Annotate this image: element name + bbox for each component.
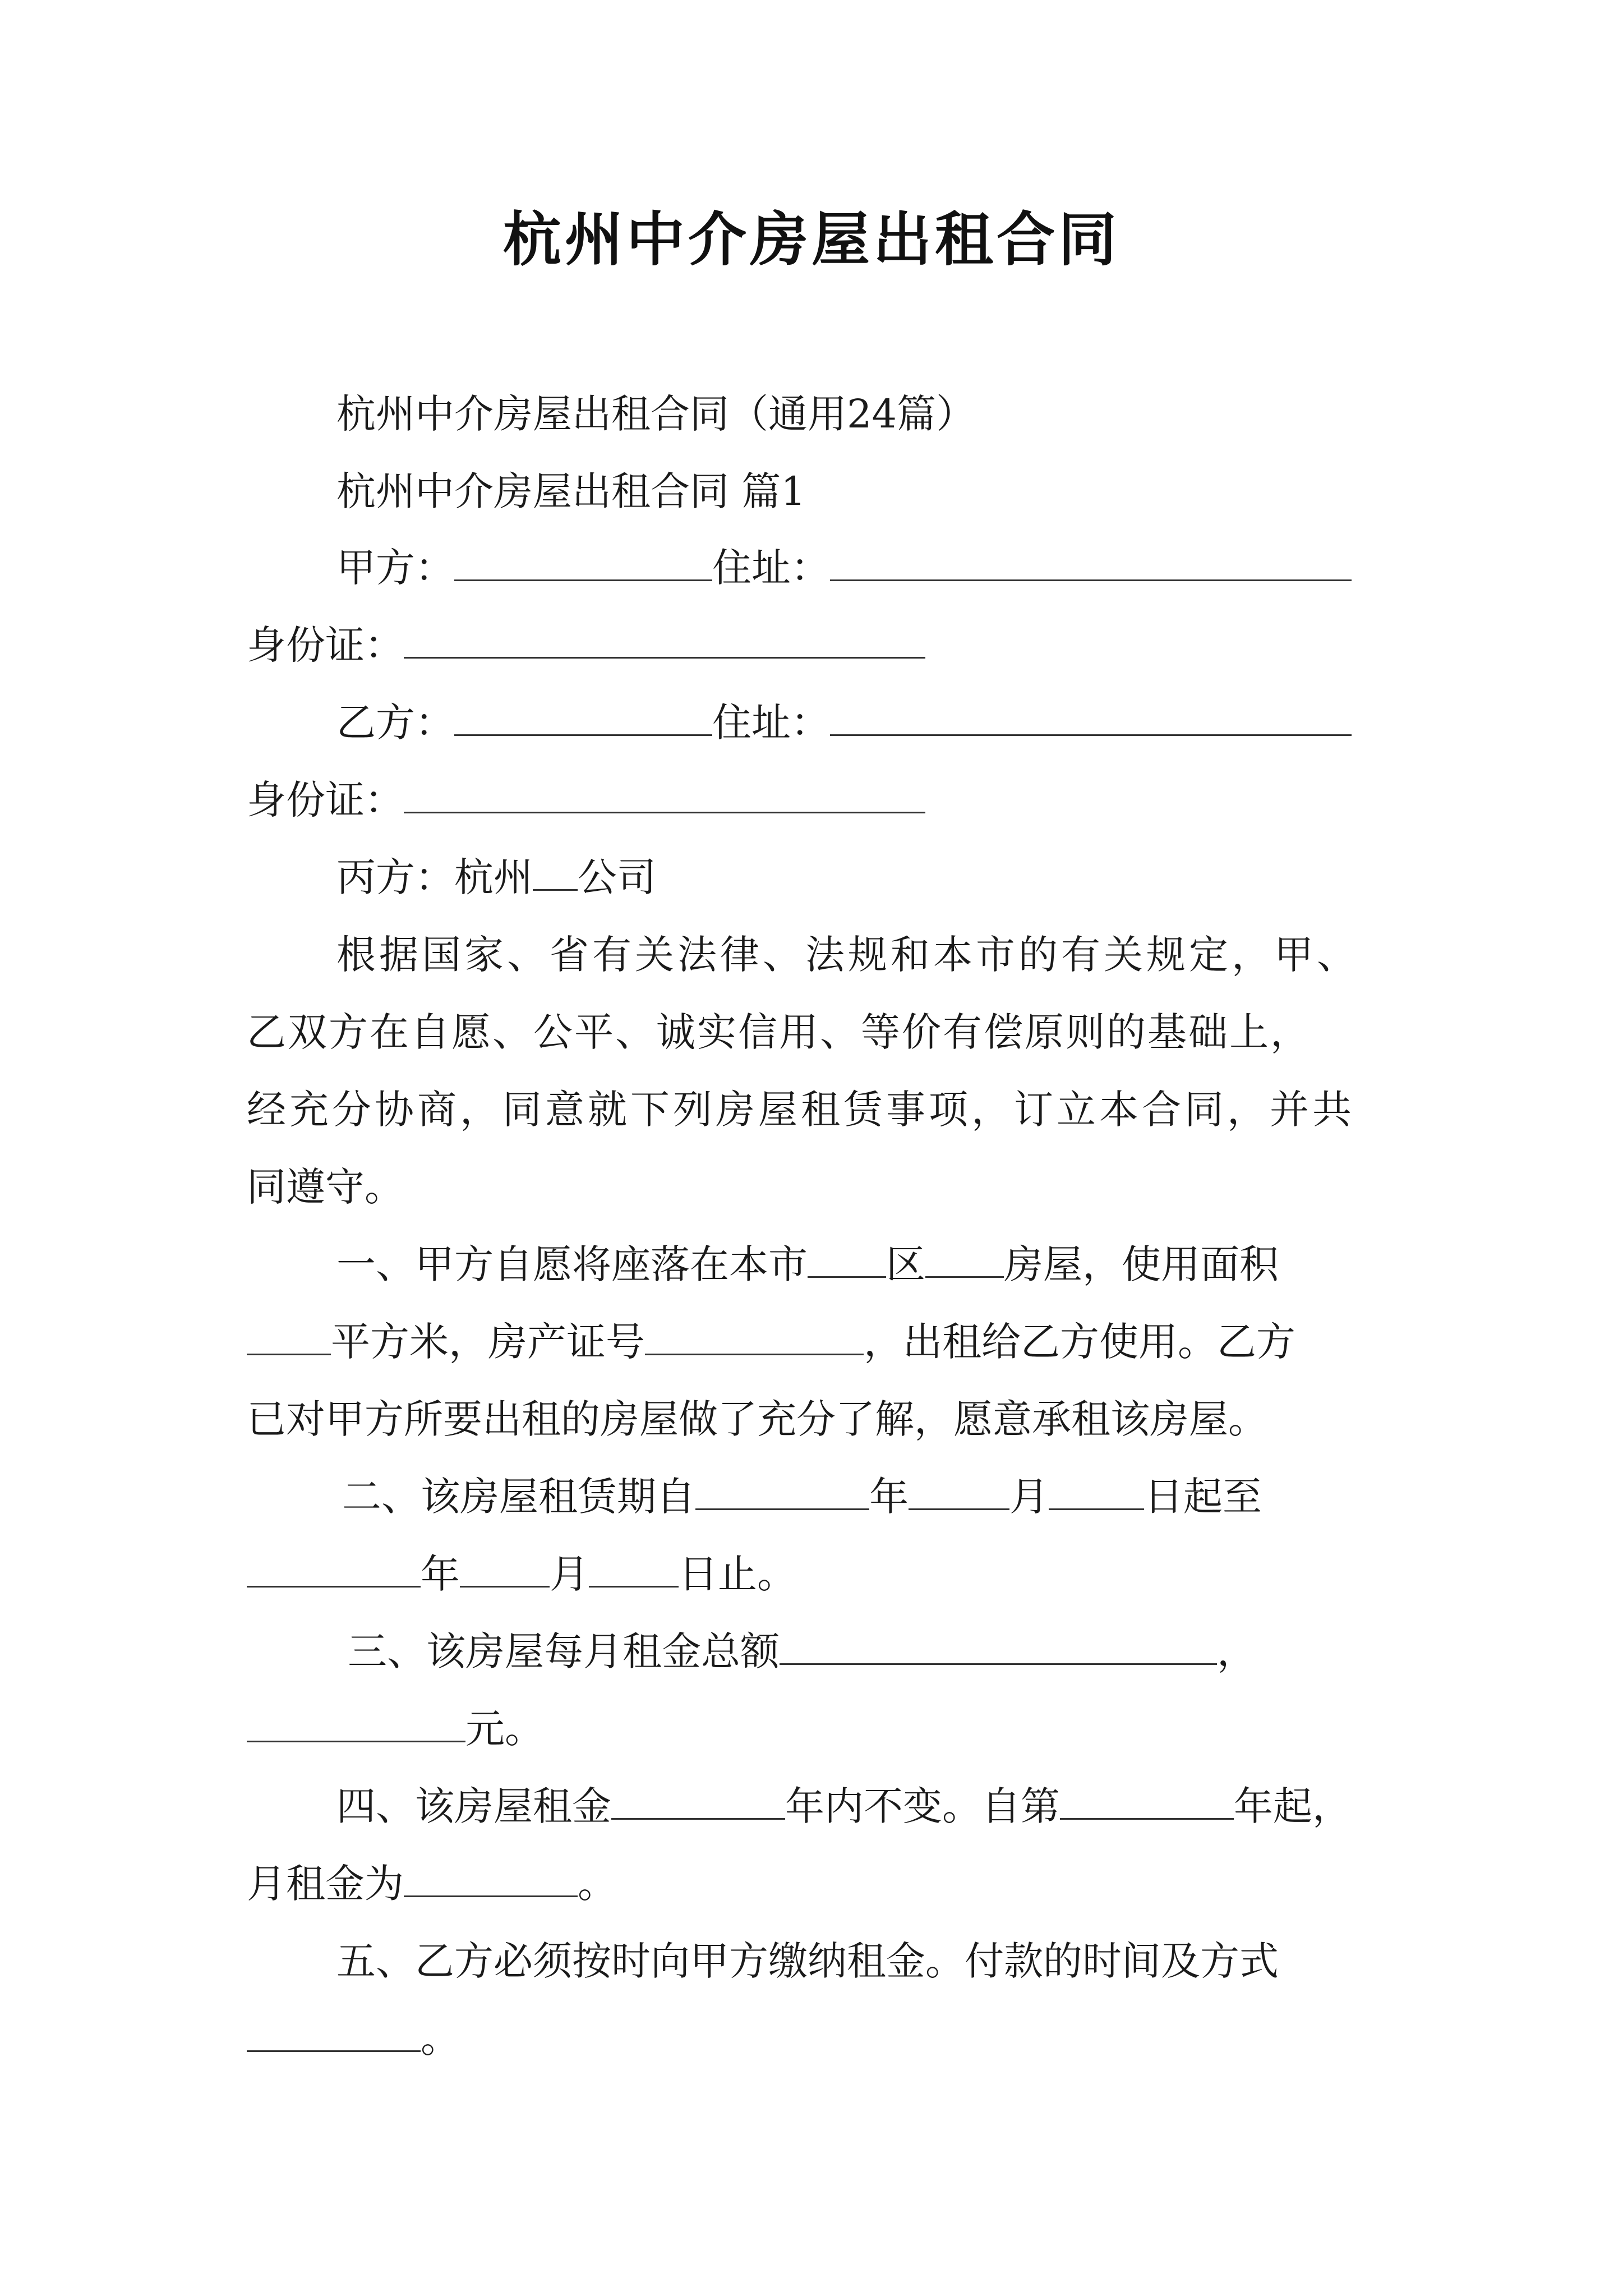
party-c-suffix: 公司 <box>578 854 656 900</box>
clause-4-line-2 <box>247 1856 617 1912</box>
party-b-address-label: 住址： <box>712 700 830 746</box>
party-a-label: 甲方： <box>336 545 454 591</box>
clause-5-line-2 <box>247 2010 460 2067</box>
clause-1-cert-blank <box>645 1319 864 1355</box>
document-title: 杭州中介房屋出租合同 <box>502 205 1120 274</box>
party-b-address-blank <box>830 700 1352 736</box>
party-b-id-blank <box>404 777 925 813</box>
party-b-label: 乙方： <box>336 700 454 746</box>
preamble-line-2: 乙双方在自愿、公平、诚实信用、等价有偿原则的基础上， <box>247 1009 1311 1055</box>
clause-2-start-year-blank <box>695 1474 869 1510</box>
party-b-id-line <box>247 772 925 828</box>
clause-2-month: 月 <box>1009 1474 1049 1520</box>
clause-1-district-blank <box>808 1241 886 1278</box>
party-c-blank <box>533 854 578 891</box>
clause-1-line-1 <box>336 1236 1279 1292</box>
clause-2-year-end: 年 <box>421 1551 460 1597</box>
clause-3-line-2 <box>247 1701 544 1757</box>
clause-3-unit: 元。 <box>465 1706 544 1752</box>
party-b-id-label: 身份证： <box>247 777 404 823</box>
clause-1-line-2 <box>247 1314 1295 1370</box>
clause-2-start-day-blank <box>1049 1474 1144 1510</box>
clause-2-line-2 <box>247 1546 796 1602</box>
clause-4-rent-blank <box>404 1861 578 1897</box>
clause-1-house-blank <box>925 1241 1004 1278</box>
clause-1-text-a: 一、甲方自愿将座落在本市 <box>336 1241 808 1287</box>
party-b-name-blank <box>454 700 712 736</box>
party-c-label: 丙方：杭州 <box>336 854 533 900</box>
clause-1-text-e: ，出租给乙方使用。乙方 <box>864 1319 1295 1365</box>
clause-2-end-day-blank <box>589 1551 679 1588</box>
clause-2-day-from: 日起至 <box>1144 1474 1262 1520</box>
party-a-id-label: 身份证： <box>247 622 404 668</box>
party-a-id-line <box>247 617 925 673</box>
party-a-name-blank <box>454 545 712 581</box>
document-subtitle: 杭州中介房屋出租合同（通用24篇） <box>336 391 976 437</box>
clause-2-start-month-blank <box>909 1474 1009 1510</box>
clause-1-text-d: 平方米，房产证号 <box>331 1319 645 1365</box>
clause-3-amount-blank <box>780 1628 1217 1665</box>
clause-2-month-end: 月 <box>550 1551 589 1597</box>
party-c-line <box>336 849 656 905</box>
clause-4-text-d: 月租金为 <box>247 1861 404 1907</box>
clause-2-day-to: 日止。 <box>679 1551 796 1597</box>
clause-2-text-a: 二、该房屋租赁期自 <box>342 1474 695 1520</box>
clause-2-year: 年 <box>869 1474 909 1520</box>
clause-4-years-blank <box>611 1783 785 1820</box>
party-a-address-blank <box>830 545 1352 581</box>
clause-3-amount-upper-blank <box>247 1706 465 1742</box>
clause-5-end: 。 <box>421 2016 460 2062</box>
clause-1-text-c: 房屋，使用面积 <box>1004 1241 1279 1287</box>
party-a-id-blank <box>404 622 925 659</box>
clause-2-end-year-blank <box>247 1551 421 1588</box>
preamble-line-1: 根据国家、省有关法律、法规和本市的有关规定，甲、 <box>336 932 1359 978</box>
clause-3-text-a: 三、该房屋每月租金总额 <box>348 1628 780 1674</box>
clause-4-from-year-blank <box>1060 1783 1234 1820</box>
clause-4-text-a: 四、该房屋租金 <box>336 1783 611 1829</box>
clause-1-line-3: 已对甲方所要出租的房屋做了充分了解，愿意承租该房屋。 <box>247 1396 1267 1442</box>
clause-4-end: 。 <box>578 1861 617 1907</box>
clause-5-line-1: 五、乙方必须按时向甲方缴纳租金。付款的时间及方式 <box>336 1938 1279 1984</box>
clause-1-text-b: 区 <box>886 1241 925 1287</box>
preamble-line-3: 经充分协商，同意就下列房屋租赁事项，订立本合同，并共 <box>247 1087 1355 1133</box>
party-a-line <box>336 540 1352 596</box>
clause-3-comma: ， <box>1217 1628 1256 1674</box>
section-heading: 杭州中介房屋出租合同 篇1 <box>336 468 806 514</box>
party-b-line <box>336 694 1352 751</box>
party-a-address-label: 住址： <box>712 545 830 591</box>
clause-5-payment-blank <box>247 2016 421 2052</box>
clause-4-line-1 <box>336 1778 1352 1834</box>
clause-4-text-c: 年起， <box>1234 1783 1352 1829</box>
clause-3-line-1 <box>348 1623 1256 1680</box>
clause-1-area-blank <box>247 1319 331 1355</box>
preamble-line-4: 同遵守。 <box>247 1164 404 1210</box>
clause-2-end-month-blank <box>460 1551 550 1588</box>
clause-2-line-1 <box>342 1469 1262 1525</box>
clause-4-text-b: 年内不变。自第 <box>785 1783 1060 1829</box>
